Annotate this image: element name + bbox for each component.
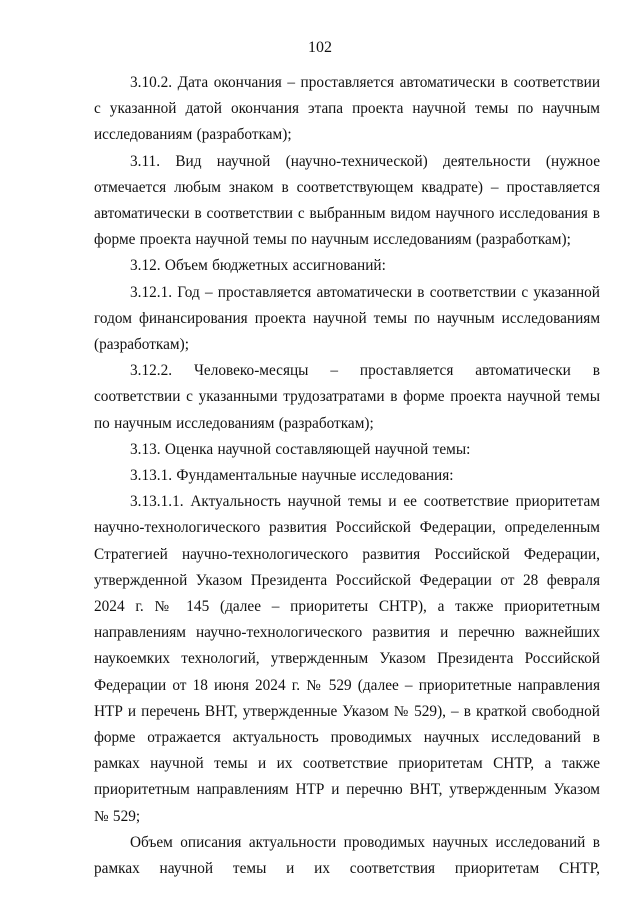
page-number: 102 xyxy=(308,39,332,56)
document-body xyxy=(94,70,600,882)
paragraph-3-12: 3.12. Объем бюджетных ассигнований: xyxy=(130,257,386,275)
paragraph-3-13: 3.13. Оценка научной составляющей научной темы: xyxy=(130,440,471,458)
paragraph-3-12-2: 3.12.2. Человеко-месяцы – проставляется автоматически в соответствии с указанными трудозатратами в форме проекта научной темы по научным исследованиям (разработкам); xyxy=(94,362,600,432)
paragraph-3-13-1-1: 3.13.1.1. Актуальность научной темы и ее соответствие приоритетам научно-технологического развития Российской Федерации, определенным Стратегией научно-технологического развития Российской Федерации, утвержденной Указом Президента Российской Федерации от 28 февраля 2024 г. № 145 (далее – приоритеты СНТР), а также приоритетным направлениям научно-технологического развития и перечню важнейших наукоемких технологий, утвержденным Указом Президента Российской Федерации от 18 июня 2024 г. № 529 (далее – приоритетные направления НТР и перечень ВНТ, утвержденные Указом № 529), – в краткой свободной форме отражается актуальность проводимых научных исследований в рамках научной темы и их соответствие приоритетам СНТР, а также приоритетным направлениям НТР и перечню ВНТ, утвержденным Указом № 529; xyxy=(94,493,600,825)
paragraph-3-10-2: 3.10.2. Дата окончания – проставляется автоматически в соответствии с указанной датой окончания этапа проекта научной темы по научным исследованиям (разработкам); xyxy=(94,74,600,144)
paragraph-3-12-1: 3.12.1. Год – проставляется автоматически в соответствии с указанной годом финансирования проекта научной темы по научным исследованиям (разработкам); xyxy=(94,283,600,354)
paragraph-volume-description: Объем описания актуальности проводимых научных исследований в рамках научной темы и их соответствия приоритетам СНТР, xyxy=(94,833,600,878)
paragraph-3-13-1: 3.13.1. Фундаментальные научные исследования: xyxy=(130,467,454,485)
paragraph-3-11: 3.11. Вид научной (научно-технической) деятельности (нужное отмечается любым знаком в соответствующем квадрате) – проставляется автоматически в соответствии с выбранным видом научного исследования в форме проекта научной темы по научным исследованиям (разработкам); xyxy=(94,152,600,249)
